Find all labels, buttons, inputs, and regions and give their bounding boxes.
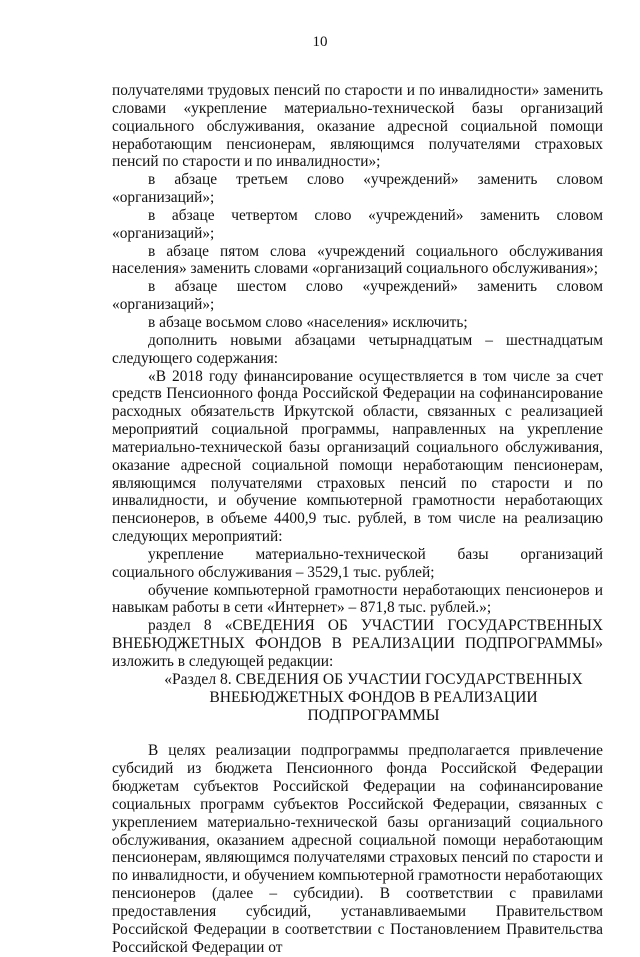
paragraph-amend-eighth: в абзаце восьмом слово «населения» исключить;	[148, 313, 468, 331]
spacer	[112, 724, 603, 742]
paragraph-add-new: дополнить новыми абзацами четырнадцатым – шестнадцатым следующего содержания:	[112, 331, 603, 367]
document-body	[112, 82, 603, 957]
paragraph-amend-fourth: в абзаце четвертом слово «учреждений» заменить словом «организаций»;	[112, 206, 603, 242]
paragraph-section-8-amend: раздел 8 «СВЕДЕНИЯ ОБ УЧАСТИИ ГОСУДАРСТВЕННЫХ ВНЕБЮДЖЕТНЫХ ФОНДОВ В РЕАЛИЗАЦИИ ПОДПРОГРАММЫ» изложить в следующей редакции:	[112, 617, 603, 670]
paragraph-amend-sixth: в абзаце шестом слово «учреждений» заменить словом «организаций»;	[112, 278, 603, 314]
paragraph-financing-2018: «В 2018 году финансирование осуществляется в том числе за счет средств Пенсионного фонда Российской Федерации на софинансирование расходных обязательств Иркутской области, связанных с реализацией мероприятий социальной программы, направленных на укрепление материально-технической базы организаций социального обслуживания, оказание адресной социальной помощи неработающим пенсионерам, являющимся получателями страховых пенсий по старости и по инвалидности, и обучение компьютерной грамотности неработающих пенсионеров, в объеме 4400,9 тыс. рублей, в том числе на реализацию следующих мероприятий:	[112, 367, 603, 546]
paragraph-training-item: обучение компьютерной грамотности неработающих пенсионеров и навыкам работы в сети «Интернет» – 871,8 тыс. рублей.»;	[112, 581, 603, 617]
paragraph-mtb-item: укрепление материально-технической базы организаций социального обслуживания – 3529,1 тыс. рублей;	[112, 545, 603, 581]
paragraph-subsidies: В целях реализации подпрограммы предполагается привлечение субсидий из бюджета Пенсионного фонда Российской Федерации бюджетам субъектов Российской Федерации на софинансирование социальных программ субъектов Российской Федерации, связанных с укреплением материально-технической базы организаций социального обслуживания, оказанием адресной социальной помощи неработающим пенсионерам, являющимся получателями страховых пенсий по старости и по инвалидности, и обучением компьютерной грамотности неработающих пенсионеров (далее – субсидии). В соответствии с правилами предоставления субсидий, устанавливаемыми Правительством Российской Федерации в соответствии с Постановлением Правительства Российской Федерации от	[112, 742, 603, 956]
section-heading: «Раздел 8. СВЕДЕНИЯ ОБ УЧАСТИИ ГОСУДАРСТВЕННЫХ ВНЕБЮДЖЕТНЫХ ФОНДОВ В РЕАЛИЗАЦИИ ПОДПРОГРАММЫ	[164, 670, 583, 724]
paragraph-amend-third: в абзаце третьем слово «учреждений» заменить словом «организаций»;	[112, 171, 603, 207]
paragraph-continuation: получателями трудовых пенсий по старости и по инвалидности» заменить словами «укрепление материально-технической базы организаций социального обслуживания, оказание адресной социальной помощи неработающим пенсионерам, являющимся получателями страховых пенсий по старости и по инвалидности»;	[112, 82, 603, 171]
paragraph-amend-fifth: в абзаце пятом слова «учреждений социального обслуживания населения» заменить словами «организаций социального обслуживания»;	[112, 242, 603, 278]
page-number: 10	[312, 34, 328, 50]
